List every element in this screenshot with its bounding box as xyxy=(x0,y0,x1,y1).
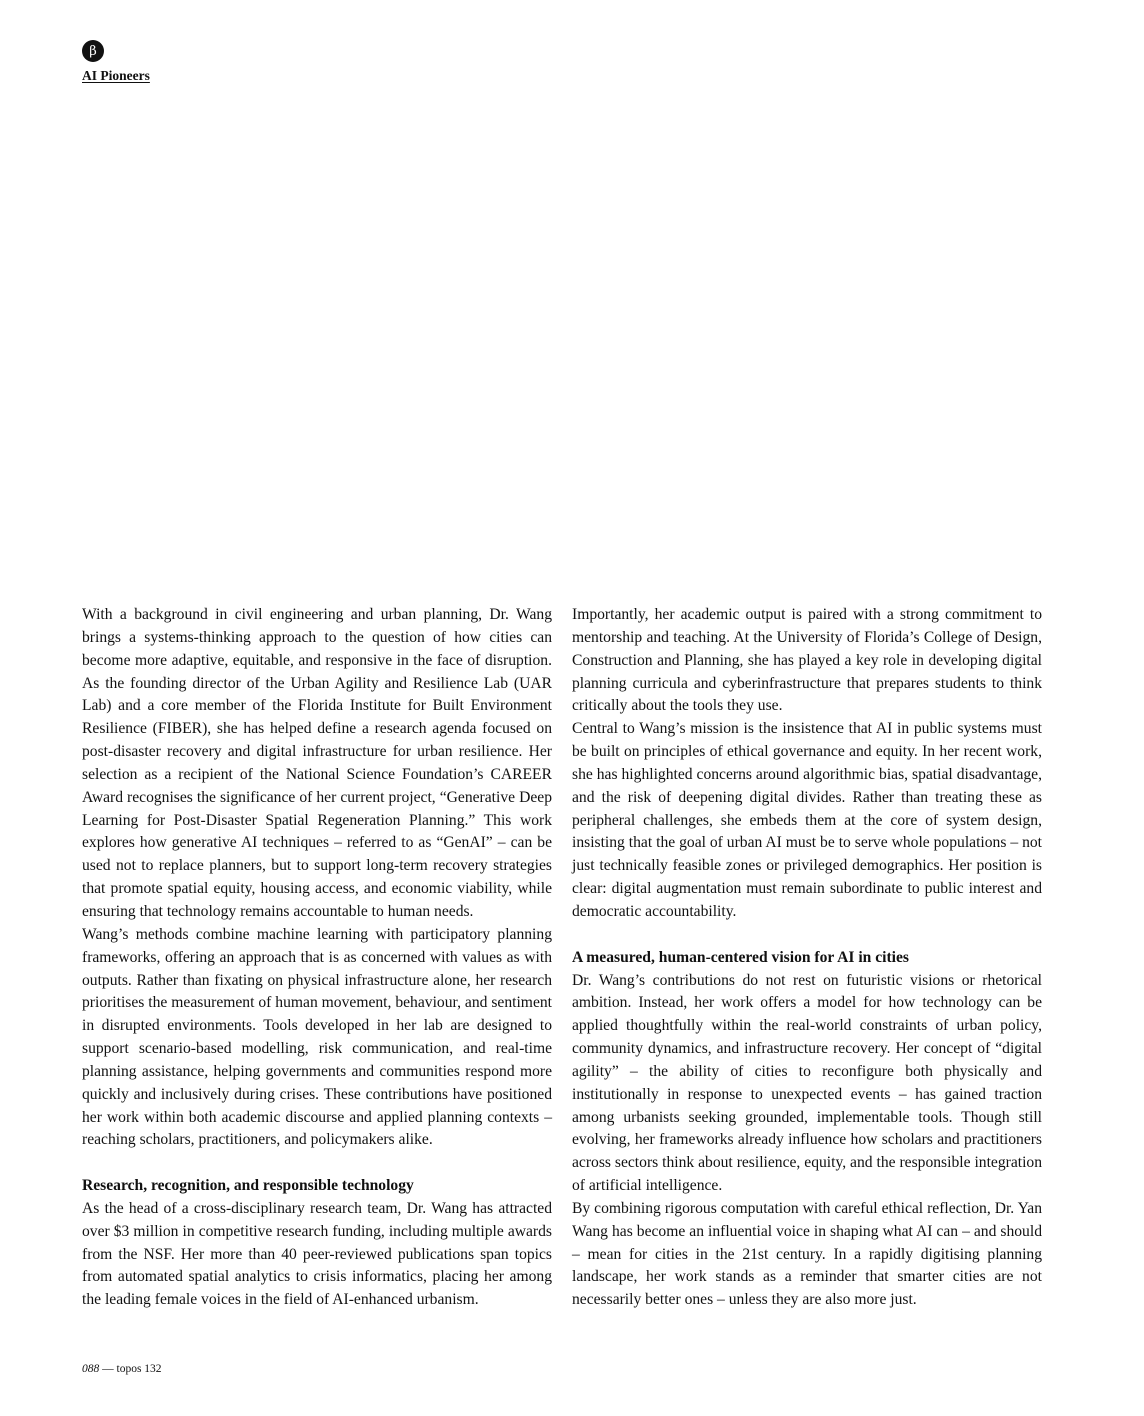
left-column xyxy=(82,604,552,1312)
section-heading: Research, recognition, and responsible technology xyxy=(82,1177,414,1195)
paragraph: As the head of a cross-disciplinary research team, Dr. Wang has attracted over $3 million in competitive research funding, including multiple awards from the NSF. Her more than 40 peer-reviewed publications span topics from automated spatial analytics to crisis informatics, placing her among the leading female voices in the field of AI-enhanced urbanism. xyxy=(82,1199,552,1309)
logo-glyph: β xyxy=(89,43,97,59)
paragraph: Wang’s methods combine machine learning with participatory planning frameworks, offering an approach that is as concerned with values as with outputs. Rather than fixating on physical infrastructure alone, her research prioritises the measurement of human movement, behaviour, and sentiment in disrupted environments. Tools developed in her lab are designed to support scenario-based modelling, risk communication, and real-time planning assistance, helping governments and communities respond more quickly and inclusively during crises. These contributions have positioned her work within both academic discourse and applied planning contexts – reaching scholars, practitioners, and policymakers alike. xyxy=(82,925,552,1149)
feature-image-placeholder xyxy=(82,100,1042,595)
paragraph: With a background in civil engineering and urban planning, Dr. Wang brings a systems-thinking approach to the question of how cities can become more adaptive, equitable, and responsive in the face of disruption. As the founding director of the Urban Agility and Resilience Lab (UAR Lab) and a core member of the Florida Institute for Built Environment Resilience (FIBER), she has helped define a research agenda focused on post-disaster recovery and digital infrastructure for urban resilience. Her selection as a recipient of the National Science Foundation’s CAREER Award recognises the significance of her current project, “Generative Deep Learning for Post-Disaster Spatial Regeneration Planning.” This work explores how generative AI techniques – referred to as “GenAI” – can be used not to replace planners, but to support long-term recovery strategies that promote spatial equity, housing access, and economic viability, while ensuring that technology remains accountable to human needs. xyxy=(82,606,552,920)
publication-name: topos 132 xyxy=(116,1363,162,1375)
section-heading: A measured, human-centered vision for AI in cities xyxy=(572,948,910,966)
page-header xyxy=(82,40,150,85)
page-number: 088 xyxy=(82,1363,100,1375)
section-label-link[interactable]: AI Pioneers xyxy=(82,68,150,83)
paragraph: Dr. Wang’s contributions do not rest on futuristic visions or rhetorical ambition. Instead, her work offers a model for how technology can be applied thoughtfully within the real-world constraints of urban policy, community dynamics, and infrastructure recovery. Her concept of “digital agility” – the ability of cities to reconfigure both physically and institutionally in response to unexpected events – has gained traction among urbanists seeking grounded, implementable tools. Though still evolving, her frameworks already influence how scholars and practitioners across sectors think about resilience, equity, and the responsible integration of artificial intelligence. xyxy=(572,971,1042,1195)
right-column xyxy=(572,604,1042,1312)
paragraph: Importantly, her academic output is paired with a strong commitment to mentorship and teaching. At the University of Florida’s College of Design, Construction and Planning, she has played a key role in developing digital planning curricula and cyberinfrastructure that prepares students to think critically about the tools they use. xyxy=(572,606,1042,715)
paragraph: By combining rigorous computation with careful ethical reflection, Dr. Yan Wang has become an influential voice in shaping what AI can – and should – mean for cities in the 21st century. In a rapidly digitising planning landscape, her work stands as a reminder that smarter cities are not necessarily better ones – unless they are also more just. xyxy=(572,1199,1042,1309)
footer-separator: — xyxy=(99,1363,117,1375)
article-body xyxy=(82,604,1042,1312)
beta-logo-icon xyxy=(82,40,104,62)
paragraph: Central to Wang’s mission is the insistence that AI in public systems must be built on principles of ethical governance and equity. In her recent work, she has highlighted concerns around algorithmic bias, spatial disadvantage, and the risk of deepening digital divides. Rather than treating these as peripheral challenges, she embeds them at the core of system design, insisting that the goal of urban AI must be to serve whole populations – not just technically feasible zones or privileged demographics. Her position is clear: digital augmentation must remain subordinate to public interest and democratic accountability. xyxy=(572,720,1042,920)
page-footer xyxy=(82,1363,162,1375)
